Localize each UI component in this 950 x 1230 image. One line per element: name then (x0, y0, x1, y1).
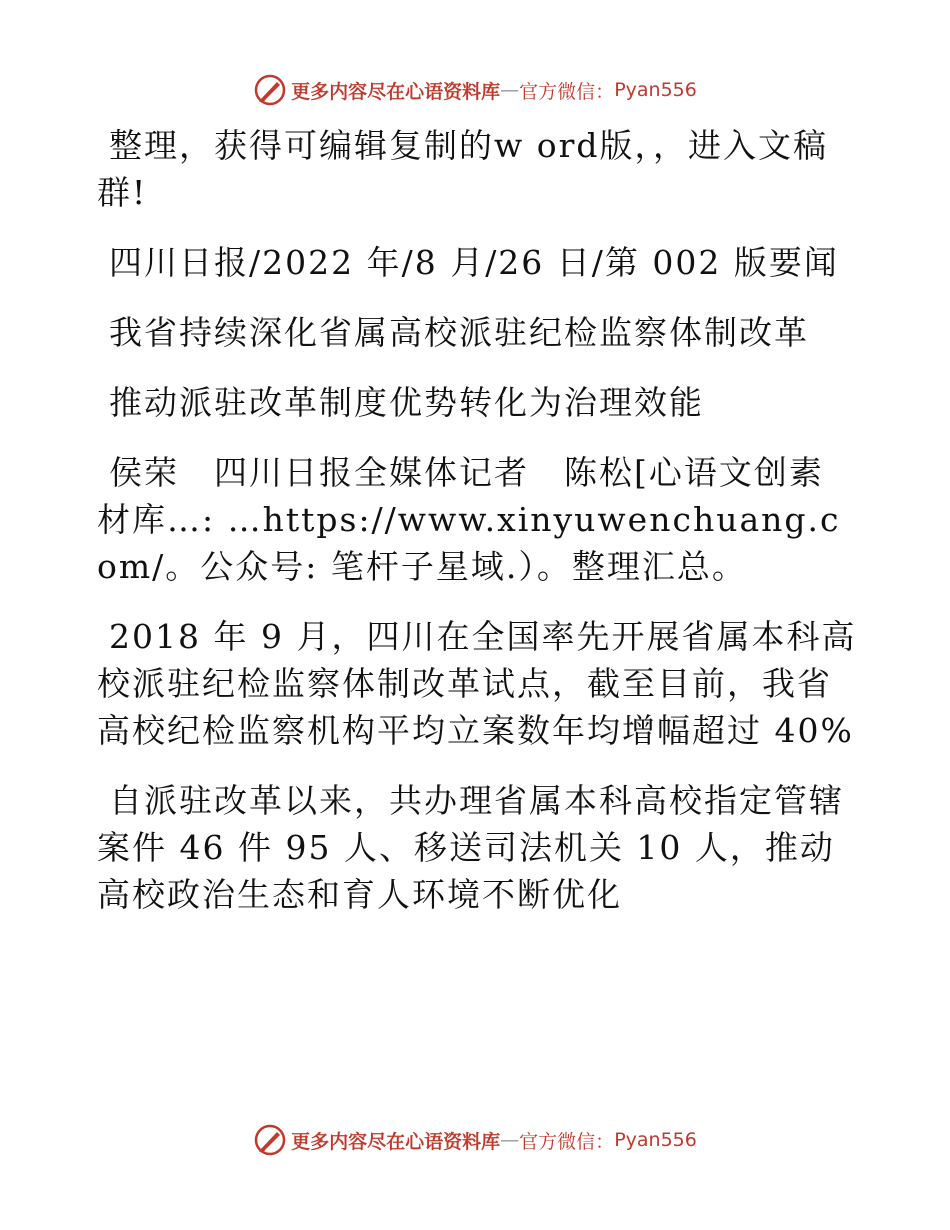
footer-banner (0, 1120, 950, 1160)
paragraph-body-2: 自派驻改革以来，共办理省属本科高校指定管辖案件 46 件 95 人、移送司法机关 10 人，推动高校政治生态和育人环境不断优化 (97, 781, 844, 914)
banner-dash: — (500, 79, 520, 101)
paragraph-subheadline: 推动派驻改革制度优势转化为治理效能 (109, 383, 704, 422)
banner-wechat-id: Pyan556 (614, 79, 697, 101)
banner-wechat-id: Pyan556 (614, 1129, 697, 1151)
pen-logo-icon (253, 1123, 287, 1157)
banner-dash: — (500, 1129, 520, 1151)
paragraph-source: 四川日报/2022 年/8 月/26 日/第 002 版要闻 (109, 243, 839, 282)
banner-main-text: 更多内容尽在心语资料库 (291, 1130, 501, 1153)
paragraph-body-1: 2018 年 9 月，四川在全国率先开展省属本科高校派驻纪检监察体制改革试点，截至目前，我省高校纪检监察机构平均立案数年均增幅超过 40% (97, 617, 857, 750)
document-body (97, 122, 857, 918)
pen-logo-icon (253, 73, 287, 107)
banner-main-text: 更多内容尽在心语资料库 (291, 80, 501, 103)
paragraph-byline: 侯荣 四川日报全媒体记者 陈松[心语文创素材库…: …https://www.xinyuwenchuang.com/。公众号: 笔杆子星域.）。整理汇总。 (97, 453, 841, 586)
banner-wechat-label: 官方微信： (519, 80, 615, 103)
banner-wechat-label: 官方微信： (519, 1130, 615, 1153)
paragraph-intro: 整理，获得可编辑复制的w ord版，，进入文稿群! (97, 126, 829, 212)
paragraph-headline: 我省持续深化省属高校派驻纪检监察体制改革 (109, 313, 809, 352)
header-banner (0, 70, 950, 110)
